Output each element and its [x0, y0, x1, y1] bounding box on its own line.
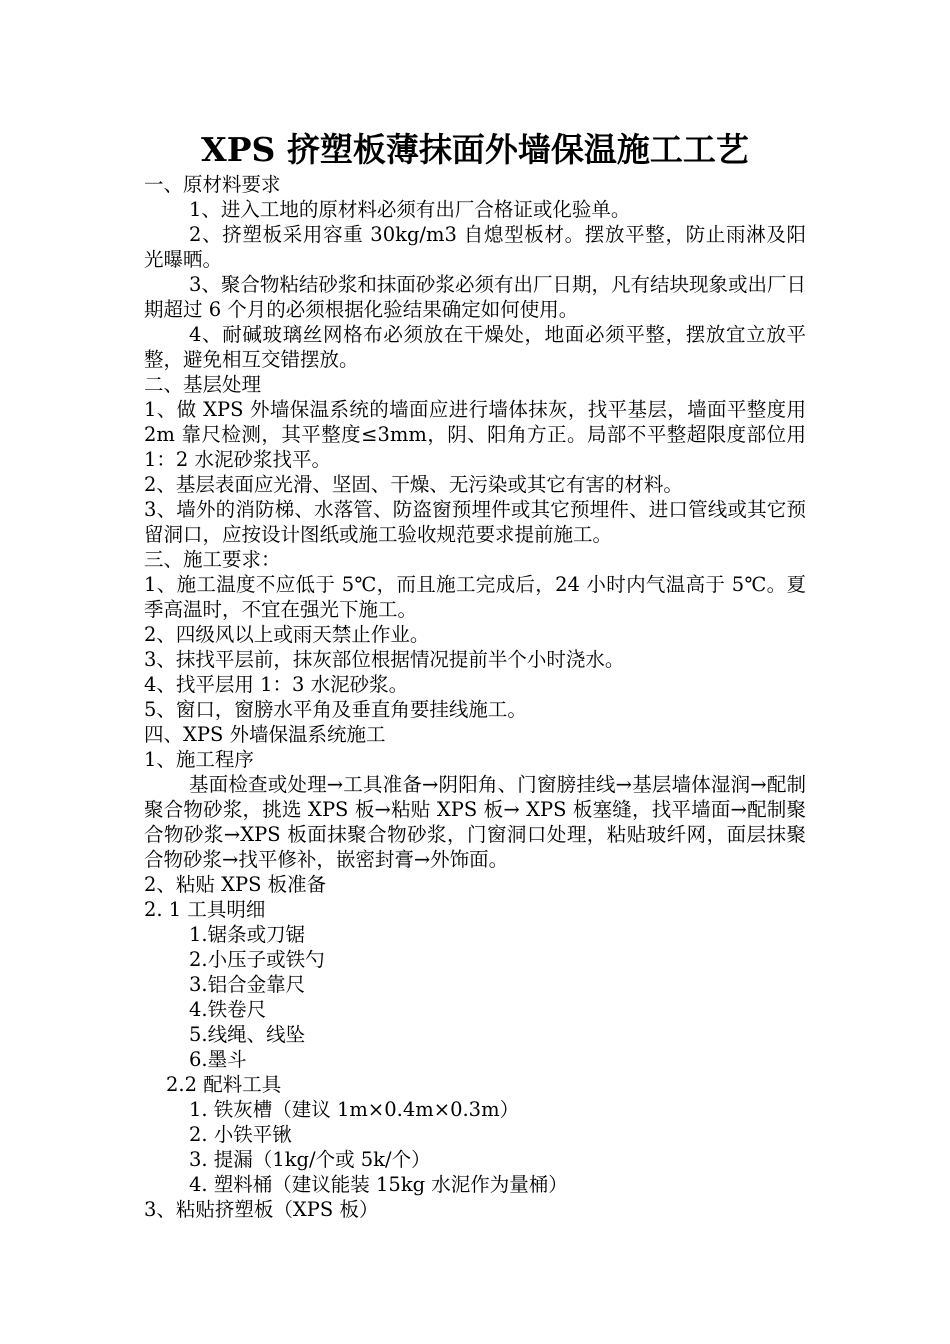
section-heading: 四、XPS 外墙保温系统施工	[144, 723, 386, 746]
list-item: 3.铝合金靠尺	[189, 973, 306, 996]
paragraph: 1、进入工地的原材料必须有出厂合格证或化验单。	[189, 198, 631, 221]
section-heading: 二、基层处理	[144, 373, 262, 396]
paragraph: 1、做 XPS 外墙保温系统的墙面应进行墙体抹灰，找平基层，墙面平整度用 2m 靠尺检测，其平整度≤3mm，阴、阳角方正。局部不平整超限度部位用 1：2 水泥砂浆找平。	[144, 398, 806, 471]
list-item: 1.锯条或刀锯	[189, 923, 306, 946]
list-item: 6.墨斗	[189, 1048, 247, 1071]
paragraph: 2、挤塑板采用容重 30kg/m3 自熄型板材。摆放平整，防止雨淋及阳光曝晒。	[144, 223, 806, 271]
document-title: XPS 挤塑板薄抹面外墙保温施工工艺	[201, 130, 749, 169]
list-item: 5.线绳、线坠	[189, 1023, 306, 1046]
list-item: 4.铁卷尺	[189, 998, 267, 1021]
document-body	[144, 172, 806, 1222]
paragraph: 4、耐碱玻璃丝网格布必须放在干燥处，地面必须平整，摆放宜立放平整，避免相互交错摆放。	[144, 323, 806, 371]
subsection-heading: 2.2 配料工具	[166, 1073, 282, 1096]
list-item: 4. 塑料桶（建议能装 15kg 水泥作为量桶）	[189, 1173, 568, 1196]
subsection-heading: 2. 1 工具明细	[144, 898, 266, 921]
paragraph: 1、施工温度不应低于 5℃，而且施工完成后，24 小时内气温高于 5℃。夏季高温时，不宜在强光下施工。	[144, 573, 806, 621]
subsection-heading: 2、粘贴 XPS 板准备	[144, 873, 327, 896]
paragraph: 4、找平层用 1：3 水泥砂浆。	[144, 673, 409, 696]
paragraph: 3、聚合物粘结砂浆和抹面砂浆必须有出厂日期，凡有结块现象或出厂日期超过 6 个月的必须根据化验结果确定如何使用。	[144, 273, 806, 321]
subsection-heading: 1、施工程序	[144, 748, 254, 771]
section-heading: 三、施工要求：	[144, 548, 281, 571]
paragraph: 基面检查或处理→工具准备→阴阳角、门窗膀挂线→基层墙体湿润→配制聚合物砂浆，挑选 XPS 板→粘贴 XPS 板→ XPS 板塞缝，找平墙面→配制聚合物砂浆→XPS 板面抹聚合物砂浆，门窗洞口处理，粘贴玻纤网，面层抹聚合物砂浆→找平修补，嵌密封膏→外饰面。	[144, 773, 806, 871]
paragraph: 2、基层表面应光滑、坚固、干燥、无污染或其它有害的材料。	[144, 473, 683, 496]
subsection-heading: 3、粘贴挤塑板（XPS 板）	[144, 1198, 379, 1221]
paragraph: 5、窗口，窗膀水平角及垂直角要挂线施工。	[144, 698, 527, 721]
list-item: 3. 提漏（1kg/个或 5k/个）	[189, 1148, 431, 1171]
paragraph: 3、墙外的消防梯、水落管、防盗窗预埋件或其它预埋件、进口管线或其它预留洞口，应按设计图纸或施工验收规范要求提前施工。	[144, 498, 806, 546]
paragraph: 3、抹找平层前，抹灰部位根据情况提前半个小时浇水。	[144, 648, 625, 671]
section-heading: 一、原材料要求	[144, 173, 281, 196]
list-item: 2. 小铁平锹	[189, 1123, 292, 1146]
list-item: 2.小压子或铁勺	[189, 948, 325, 971]
list-item: 1. 铁灰槽（建议 1m×0.4m×0.3m）	[189, 1098, 520, 1121]
paragraph: 2、四级风以上或雨天禁止作业。	[144, 623, 430, 646]
